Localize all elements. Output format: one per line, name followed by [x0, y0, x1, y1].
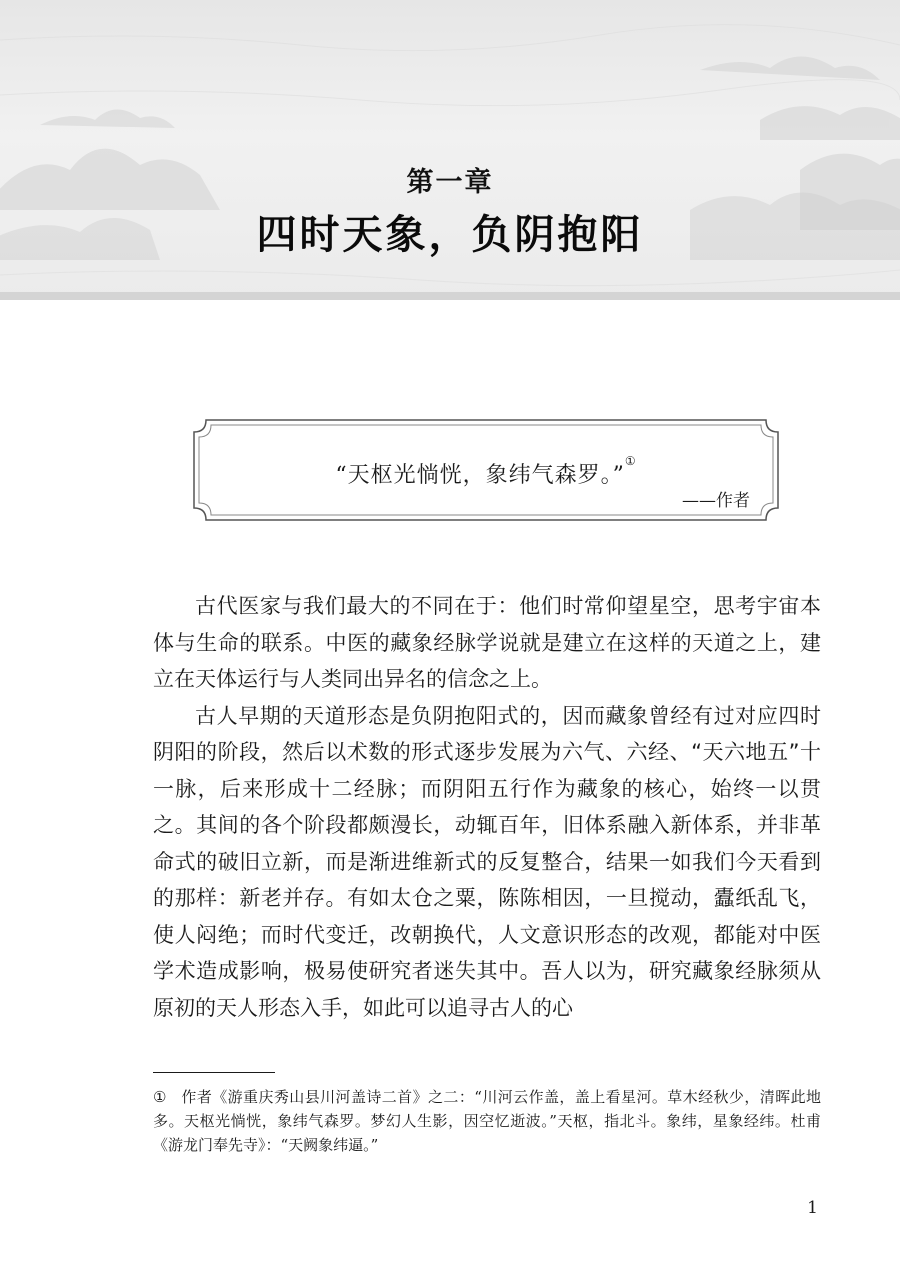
epigraph-attribution: ——作者 — [682, 491, 750, 511]
epigraph-quote-text: “天枢光惝恍，象纬气森罗。” — [335, 463, 625, 488]
chapter-number: 第一章 — [406, 167, 494, 198]
footnote-ref[interactable]: ① — [624, 454, 637, 468]
chapter-title: 四时天象，负阴抱阳 — [256, 211, 644, 258]
footnote-text: 作者《游重庆秀山县川河盖诗二首》之二：“川河云作盖，盖上看星河。草木经秋少，清晖此地多。天枢光惝恍，象纬气森罗。梦幻人生影，因空忆逝波。”天枢，指北斗。象纬，星象经纬。杜甫《游龙门奉先寺》：“天阙象纬逼。” — [153, 1088, 821, 1154]
page-number: 1 — [807, 1198, 818, 1218]
paragraph: 古代医家与我们最大的不同在于：他们时常仰望星空，思考宇宙本体与生命的联系。中医的藏象经脉学说就是建立在这样的天道之上，建立在天体运行与人类同出异名的信念之上。 — [153, 594, 821, 691]
chapter-header-band — [0, 0, 900, 300]
footnote-divider — [153, 1072, 275, 1073]
body-text — [153, 588, 821, 1026]
footnote-marker: ① — [153, 1088, 167, 1106]
epigraph-frame — [192, 418, 780, 522]
footnote — [153, 1085, 821, 1157]
paragraph: 古人早期的天道形态是负阴抱阳式的，因而藏象曾经有过对应四时阴阳的阶段，然后以术数的形式逐步发展为六气、六经、“天六地五”十一脉，后来形成十二经脉；而阴阳五行作为藏象的核心，始终一以贯之。其间的各个阶段都颇漫长，动辄百年，旧体系融入新体系，并非革命式的破旧立新，而是渐进维新式的反复整合，结果一如我们今天看到的那样：新老并存。有如太仓之粟，陈陈相因，一旦搅动，蠹纸乱飞，使人闷绝；而时代变迁，改朝换代，人文意识形态的改观，都能对中医学术造成影响，极易使研究者迷失其中。吾人以为，研究藏象经脉须从原初的天人形态入手，如此可以追寻古人的心 — [153, 703, 821, 1020]
epigraph-quote — [192, 454, 780, 489]
